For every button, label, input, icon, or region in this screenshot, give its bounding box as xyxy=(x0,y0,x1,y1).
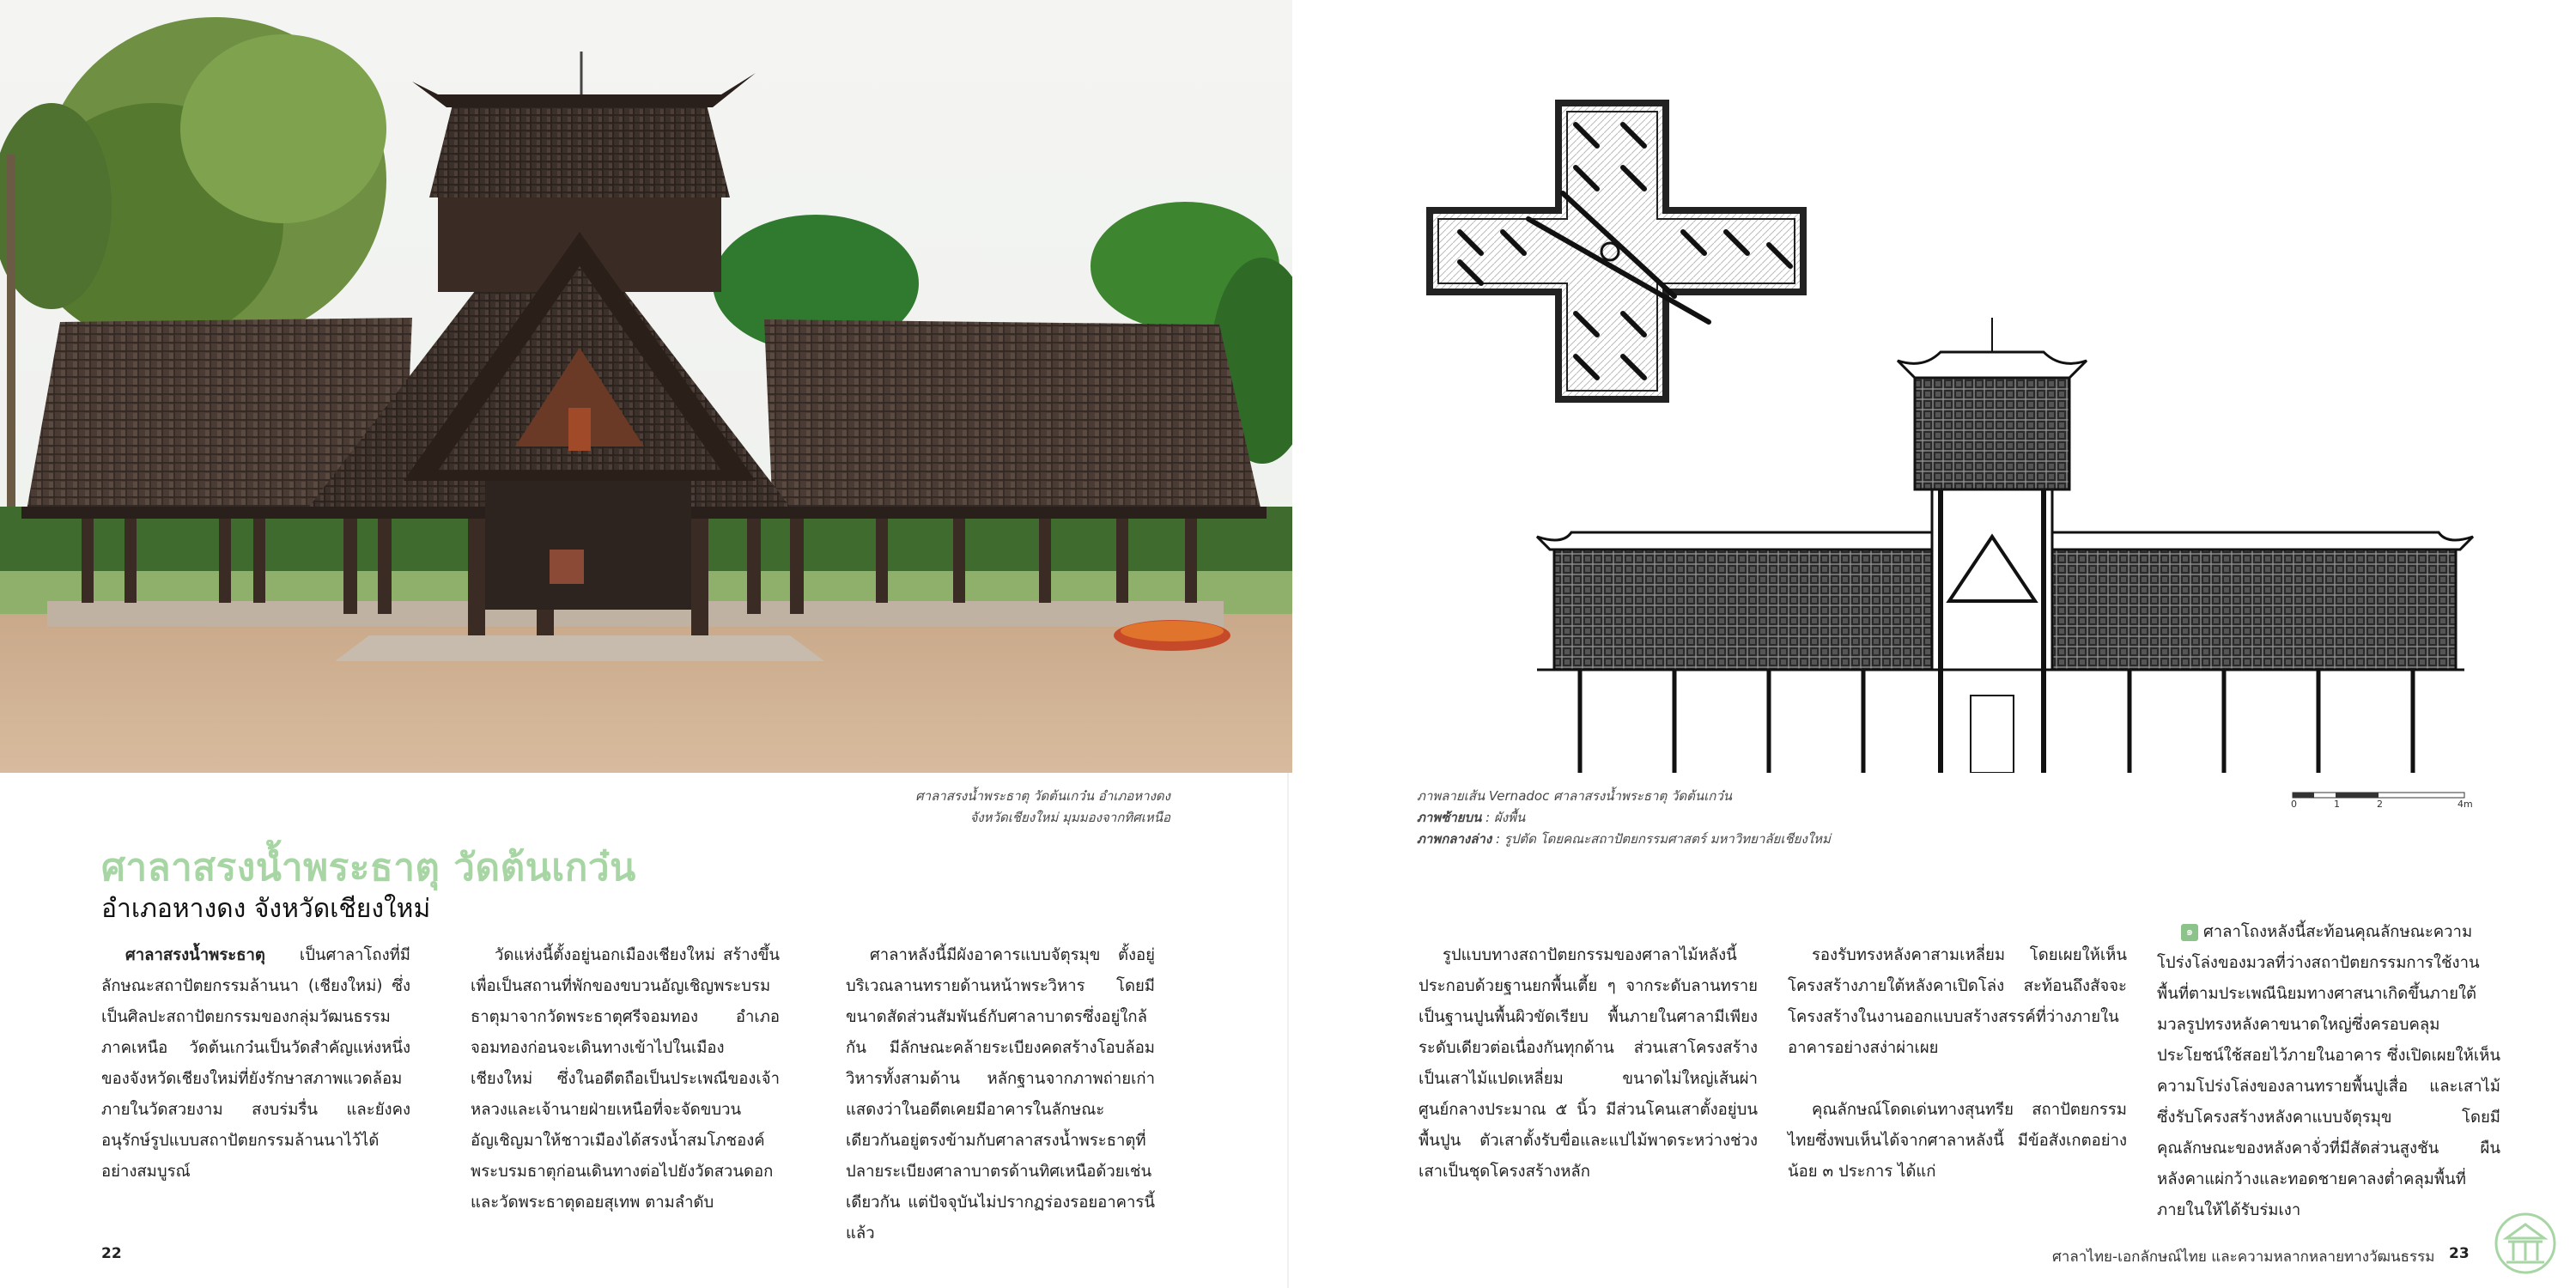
body-text: วัดแห่งนี้ตั้งอยู่นอกเมืองเชียงใหม่ สร้างขึ้นเพื่อเป็นสถานที่พักของขบวนอัญเชิญพระบรมธาตุมาจากวัดพระธาตุศรีจอมทอง อำเภอจอมทองก่อนจะเดินทางเข้าไปในเมืองเชียงใหม่ ซึ่งในอดีตถือเป็นประเพณีของเจ้าหลวงและเจ้านายฝ่ายเหนือที่จะจัดขบวนอัญเชิญมาให้ชาวเมืองได้สรงน้ำสมโภชองค์พระบรมธาตุก่อนเดินทางต่อไปยังวัดสวนดอก และวัดพระธาตุดอยสุเทพ ตามลำดับ xyxy=(471,946,780,1212)
drawing-caption xyxy=(1417,786,1898,850)
scale-label: 1 xyxy=(2334,799,2340,810)
pavilion-logo-icon xyxy=(2494,1212,2556,1274)
body-text: เป็นศาลาโถงที่มีลักษณะสถาปัตยกรรมล้านนา (เชียงใหม่) ซึ่งเป็นศิลปะสถาปัตยกรรมของกลุ่มวัฒนธรรมภาคเหนือ วัดต้นเกว๋นเป็นวัดสำคัญแห่งหนึ่งของจังหวัดเชียงใหม่ที่ยังรักษาสภาพแวดล้อมภายในวัดสวยงาม สงบร่มรื่น และยังคงอนุรักษ์รูปแบบสถาปัตยกรรมล้านนาไว้ได้อย่างสมบูรณ์ xyxy=(101,946,410,1181)
drawing-caption-line xyxy=(1417,829,1898,850)
temple-photo xyxy=(0,0,1292,773)
page-number: 23 xyxy=(2449,1245,2470,1262)
body-column-4 xyxy=(1419,940,1758,1188)
caption-text: : ผังพื้น xyxy=(1481,810,1526,825)
floor-plan xyxy=(1430,103,1803,399)
drawing-caption-line: ภาพลายเส้น Vernadoc ศาลาสรงน้ำพระธาตุ วัดต้นเกว๋น xyxy=(1417,788,1733,804)
caption-label: ภาพซ้ายบน xyxy=(1417,810,1482,825)
page-number: 22 xyxy=(101,1245,122,1262)
article-title: ศาลาสรงน้ำพระธาตุ วัดต้นเกว๋น xyxy=(101,846,636,890)
body-column-1 xyxy=(101,940,410,1188)
running-head: ศาลาไทย-เอกลักษณ์ไทย และความหลากหลายทางวัฒนธรรม xyxy=(2052,1249,2435,1266)
body-column-5 xyxy=(1788,940,2127,1188)
body-column-2 xyxy=(471,940,780,1218)
body-column-3 xyxy=(846,940,1155,1249)
scale-label: 4m xyxy=(2458,799,2473,810)
photo-caption-line: ศาลาสรงน้ำพระธาตุ วัดต้นเกว๋น อำเภอหางดง xyxy=(915,788,1170,804)
body-text: รูปแบบทางสถาปัตยกรรมของศาลาไม้หลังนี้ประกอบด้วยฐานยกพื้นเตี้ย ๆ จากระดับลานทรายเป็นฐานปูนพื้นผิวขัดเรียบ พื้นภายในศาลามีเพียงระดับเดียวต่อเนื่องกันทุกด้าน ส่วนเสาโครงสร้างเป็นเสาไม้แปดเหลี่ยม ขนาดไม่ใหญ่เส้นผ่าศูนย์กลางประมาณ ๕ นิ้ว มีส่วนโคนเสาตั้งอยู่บนพื้นปูน ตัวเสาตั้งรับขื่อและแปไม้พาดระหว่างช่วงเสาเป็นชุดโครงสร้างหลัก xyxy=(1419,946,1758,1181)
body-text: ศาลาหลังนี้มีผังอาคารแบบจัตุรมุข ตั้งอยู่บริเวณลานทรายด้านหน้าพระวิหาร โดยมีขนาดสัดส่วนสัมพันธ์กับศาลาบาตรซึ่งอยู่ใกล้กัน มีลักษณะคล้ายระเบียงคดสร้างโอบล้อมวิหารทั้งสามด้าน หลักฐานจากภาพถ่ายเก่าแสดงว่าในอดีตเคยมีอาคารในลักษณะเดียวกันอยู่ตรงข้ามกับศาลาสรงน้ำพระธาตุที่ปลายระเบียงศาลาบาตรด้านทิศเหนือด้วยเช่นเดียวกัน แต่ปัจจุบันไม่ปรากฏร่องรอยอาคารนี้แล้ว xyxy=(846,946,1155,1242)
caption-label: ภาพกลางล่าง xyxy=(1417,831,1492,847)
body-column-6 xyxy=(2157,917,2500,1226)
photo-caption xyxy=(913,786,1170,829)
scale-label: 0 xyxy=(2291,799,2297,810)
drawing-caption-line xyxy=(1417,807,1898,829)
caption-text: : รูปตัด โดยคณะสถาปัตยกรรมศาสตร์ มหาวิทยาลัยเชียงใหม่ xyxy=(1492,831,1831,847)
body-text: รองรับทรงหลังคาสามเหลี่ยม โดยเผยให้เห็นโครงสร้างภายใต้หลังคาเปิดโล่ง สะท้อนถึงสัจจะโครงสร้างในงานออกแบบสร้างสรรค์ที่ว่างภายในอาคารอย่างสง่าผ่าเผย xyxy=(1788,946,2127,1057)
photo-caption-line: จังหวัดเชียงใหม่ มุมมองจากทิศเหนือ xyxy=(969,810,1170,825)
body-text: คุณลักษณ์โดดเด่นทางสุนทรีย สถาปัตยกรรมไทยซึ่งพบเห็นได้จากศาลาหลังนี้ มีข้อสังเกตอย่างน้อย ๓ ประการ ได้แก่ xyxy=(1788,1101,2127,1181)
vernadoc-drawing xyxy=(1408,94,2499,773)
body-text: ศาลาโถงหลังนี้สะท้อนคุณลักษณะความโปร่งโล่งของมวลที่ว่างสถาปัตยกรรมการใช้งานพื้นที่ตามประเพณีนิยมทางศาสนาเกิดขึ้นภายใต้มวลรูปทรงหลังคาขนาดใหญ่ซึ่งครอบคลุมประโยชน์ใช้สอยไว้ภายในอาคาร ซึ่งเปิดเผยให้เห็นความโปร่งโล่งของลานทรายพื้นปูเสื่อ และเสาไม้ซึ่งรับโครงสร้างหลังคาแบบจัตุรมุข โดยมีคุณลักษณะของหลังคาจั่วที่มีสัดส่วนสูงชัน ผืนหลังคาแผ่กว้างและทอดชายคาลงต่ำคลุมพื้นที่ภายในให้ได้รับร่มเงา xyxy=(2157,923,2500,1219)
article-subtitle: อำเภอหางดง จังหวัดเชียงใหม่ xyxy=(101,894,431,924)
section-elevation xyxy=(1528,318,2473,773)
scale-label: 2 xyxy=(2377,799,2383,810)
lead-term: ศาลาสรงน้ำพระธาตุ xyxy=(125,946,265,964)
point-number-badge: ๑ xyxy=(2181,924,2198,941)
